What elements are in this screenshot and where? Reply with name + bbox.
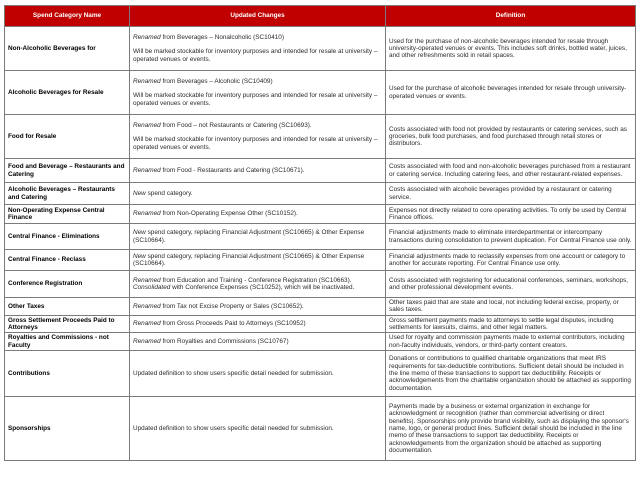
- spend-category-table: [4, 5, 636, 461]
- updated-changes: [130, 351, 386, 397]
- table-row: [5, 298, 636, 316]
- change-text: from Tax not Excise Property or Sales (SC10652).: [160, 302, 304, 310]
- change-keyword-consolidated: Consolidated: [133, 284, 171, 291]
- updated-changes: [130, 333, 386, 351]
- updated-changes: [130, 115, 386, 159]
- change-note: Will be marked stockable for inventory purposes and intended for resale at university – operated venues or events.: [133, 48, 378, 63]
- change-keyword: Renamed: [133, 276, 161, 284]
- definition: Expenses not directly related to core operating activities. To only be used by Central Finance offices.: [386, 205, 636, 224]
- change-text: from Royalties and Commissions (SC10767): [160, 338, 289, 346]
- definition: Payments made by a business or external organization in exchange for acknowledgment or recognition (rather than commercial advertising or direct benefits). Sponsorships only provide brand visibility, such as displaying the sponsor's name, logo, or general product lines. Sufficient detail should be included in the line memo of these transactions to support tax deductibility. Receipts or acknowledgements from the organization should be attached as supporting documentation.: [386, 397, 636, 461]
- spend-category-name: Other Taxes: [5, 298, 130, 316]
- table-row: [5, 71, 636, 115]
- change-text: Updated definition to show users specific detail needed for submission.: [133, 425, 334, 433]
- definition: Financial adjustments made to eliminate interdepartmental or intercompany transactions during consolidation to prevent duplication. For Central Finance use only.: [386, 224, 636, 250]
- table-row: [5, 315, 636, 333]
- spend-category-name: Conference Registration: [5, 271, 130, 298]
- table-row: [5, 27, 636, 71]
- spend-category-name: Food for Resale: [5, 115, 130, 159]
- table-row: [5, 271, 636, 298]
- definition: Other taxes paid that are state and local, not including federal excise, property, or sales taxes.: [386, 298, 636, 316]
- change-text: Updated definition to show users specific detail needed for submission.: [133, 370, 334, 378]
- spend-category-name: Alcoholic Beverages for Resale: [5, 71, 130, 115]
- updated-changes: [130, 298, 386, 316]
- table-row: [5, 159, 636, 183]
- definition: Financial adjustments made to reclassify expenses from one account or category to another for accurate reporting. For Central Finance use only.: [386, 250, 636, 271]
- table-row: [5, 333, 636, 351]
- updated-changes: [130, 250, 386, 271]
- change-note: Will be marked stockable for inventory purposes and intended for resale at university – operated venues or events.: [133, 92, 378, 107]
- change-text: spend category, replacing Financial Adjustment (SC10665) & Other Expense (SC10664).: [133, 229, 365, 244]
- updated-changes: [130, 159, 386, 183]
- change-keyword: Renamed: [133, 338, 161, 346]
- spend-category-name: Non-Alcoholic Beverages for: [5, 27, 130, 71]
- definition: Donations or contributions to qualified charitable organizations that meet IRS requirements for tax-deductible contributions. Sufficient detail should be included in the line memo of these transactions to support tax deductibility. Receipts or acknowledgements from the charitable organization should be attached as supporting documentation.: [386, 351, 636, 397]
- definition: Used for the purchase of non-alcoholic beverages intended for resale through university-operated venues or events. This includes soft drinks, bottled water, juices, and other refreshments sold in retail spaces.: [386, 27, 636, 71]
- updated-changes: [130, 315, 386, 333]
- change-text: spend category, replacing Financial Adjustment (SC10665) & Other Expense (SC10664).: [133, 252, 365, 267]
- spend-category-name: Royalties and Commissions - not Faculty: [5, 333, 130, 351]
- table-row: [5, 224, 636, 250]
- definition: Costs associated with registering for educational conferences, seminars, workshops, and other professional development events.: [386, 271, 636, 298]
- header-updated-changes: Updated Changes: [130, 6, 386, 27]
- spend-category-name: Central Finance - Eliminations: [5, 224, 130, 250]
- change-keyword: Renamed: [133, 78, 161, 86]
- header-spend-category-name: Spend Category Name: [5, 6, 130, 27]
- updated-changes: [130, 397, 386, 461]
- change-text: from Food - Restaurants and Catering (SC10671).: [160, 166, 305, 174]
- definition: Used for royalty and commission payments made to external contributors, including non-faculty individuals, vendors, or third-party content creators.: [386, 333, 636, 351]
- spend-category-name: Sponsorships: [5, 397, 130, 461]
- spend-category-name: Alcoholic Beverages – Restaurants and Catering: [5, 183, 130, 205]
- definition: Gross settlement payments made to attorneys to settle legal disputes, including settlements for lawsuits, claims, and other legal matters.: [386, 315, 636, 333]
- change-text: from Education and Training - Conference Registration (SC10663).: [160, 276, 352, 284]
- change-text-consolidated: with Conference Expenses (SC10252), which will be inactivated.: [170, 284, 355, 291]
- change-keyword: New: [133, 189, 146, 197]
- definition: Costs associated with food and non-alcoholic beverages purchased from a restaurant or catering service. Including catering fees, and other restaurant-related expenses.: [386, 159, 636, 183]
- spend-category-name: Gross Settlement Proceeds Paid to Attorneys: [5, 315, 130, 333]
- change-keyword: Renamed: [133, 320, 161, 328]
- updated-changes: [130, 205, 386, 224]
- table-row: [5, 397, 636, 461]
- change-keyword: New: [133, 229, 146, 237]
- table-row: [5, 183, 636, 205]
- updated-changes: [130, 271, 386, 298]
- spend-category-name: Central Finance - Reclass: [5, 250, 130, 271]
- change-text: from Food – not Restaurants or Catering (SC10693).: [160, 122, 312, 130]
- definition: Used for the purchase of alcoholic beverages intended for resale through university-operated venues or events.: [386, 71, 636, 115]
- table-row: [5, 250, 636, 271]
- change-text: from Gross Proceeds Paid to Attorneys (SC10952): [160, 320, 306, 328]
- updated-changes: [130, 183, 386, 205]
- header-definition: Definition: [386, 6, 636, 27]
- change-text: spend category.: [145, 189, 193, 197]
- change-note: Will be marked stockable for inventory purposes and intended for resale at university – operated venues or events.: [133, 136, 378, 151]
- updated-changes: [130, 224, 386, 250]
- change-keyword: Renamed: [133, 122, 161, 130]
- change-text: from Non-Operating Expense Other (SC10152).: [160, 210, 298, 218]
- updated-changes: [130, 71, 386, 115]
- definition: Costs associated with alcoholic beverages provided by a restaurant or catering service.: [386, 183, 636, 205]
- change-keyword: Renamed: [133, 210, 161, 218]
- change-text: from Beverages – Nonalcoholic (SC10410): [160, 34, 284, 42]
- change-keyword: Renamed: [133, 166, 161, 174]
- definition: Costs associated with food not provided by restaurants or catering services, such as groceries, bulk food purchases, and food purchased through retail stores or distributors.: [386, 115, 636, 159]
- change-keyword: Renamed: [133, 302, 161, 310]
- spend-category-name: Food and Beverage – Restaurants and Catering: [5, 159, 130, 183]
- change-keyword: Renamed: [133, 34, 161, 42]
- table-row: [5, 115, 636, 159]
- table-row: [5, 351, 636, 397]
- table-row: [5, 205, 636, 224]
- spend-category-name: Contributions: [5, 351, 130, 397]
- updated-changes: [130, 27, 386, 71]
- spend-category-name: Non-Operating Expense Central Finance: [5, 205, 130, 224]
- table-header-row: [5, 6, 636, 27]
- change-text: from Beverages – Alcoholic (SC10409): [160, 78, 273, 86]
- change-keyword: New: [133, 252, 146, 260]
